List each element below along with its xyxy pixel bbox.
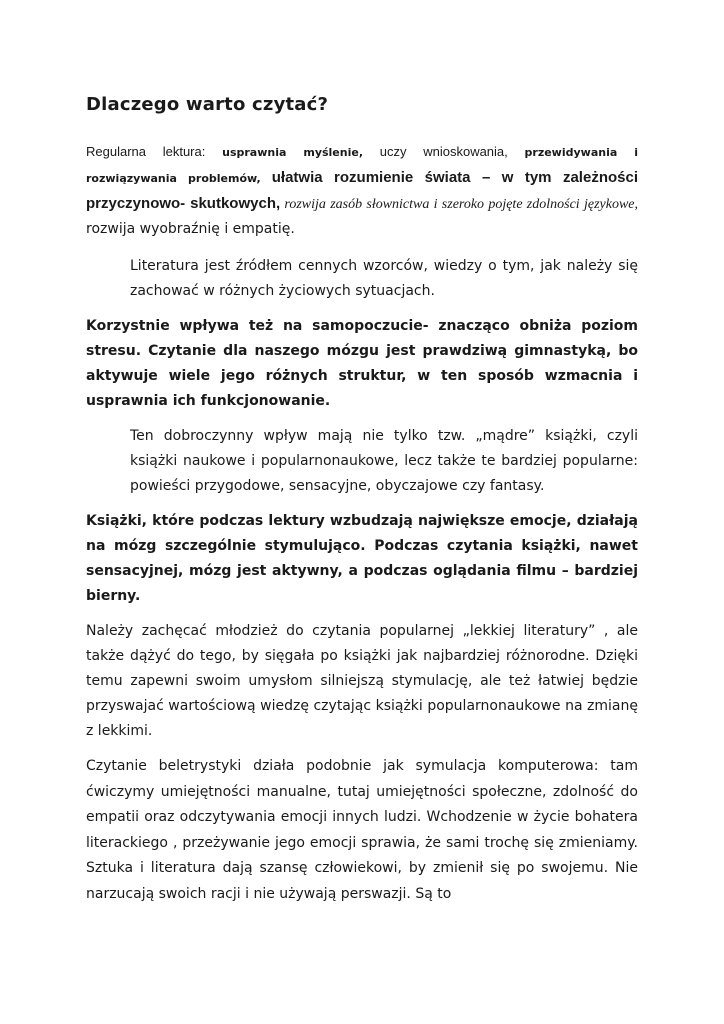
- bold-paragraph-2: Książki, które podczas lektury wzbudzają największe emocje, działają na mózg szczególnie stymulująco. Podczas czytania książki, nawet sensacyjnej, mózg jest aktywny, a podczas oglądania filmu – bardziej bierny.: [86, 513, 638, 604]
- intro-text-regular: Regularna lektura:: [86, 144, 223, 159]
- intro-paragraph: [86, 139, 638, 242]
- indented-paragraph-1: Literatura jest źródłem cennych wzorców, wiedzy o tym, jak należy się zachować w różnych życiowych sytuacjach.: [130, 258, 638, 299]
- intro-text-italic: rozwija zasób słownictwa i szeroko pojęte zdolności językowe,: [280, 197, 639, 212]
- intro-text-bold-small-2: przewidywania i rozwiązywania problemów,: [86, 146, 638, 185]
- indented-paragraph-2: Ten dobroczynny wpływ mają nie tylko tzw. „mądre” książki, czyli książki naukowe i popularnonaukowe, lecz także te bardziej popularne: powieści przygodowe, sensacyjne, obyczajowe czy fantasy.: [130, 428, 638, 494]
- paragraph-4: Czytanie beletrystyki działa podobnie jak symulacja komputerowa: tam ćwiczymy umiejętności manualne, tutaj umiejętności społeczne, zdolność do empatii oraz odczytywania emocji innych ludzi. Wchodzenie w życie bohatera literackiego , przeżywanie jego emocji sprawia, że sami trochę się zmieniamy. Sztuka i literatura dają szansę człowiekowi, by zmienił się po swojemu. Nie narzucają swoich racji i nie używają perswazji. Są to: [86, 758, 638, 902]
- intro-text-regular-2: uczy wnioskowania,: [363, 144, 525, 159]
- intro-text-bold-small: usprawnia myślenie,: [222, 146, 364, 159]
- intro-text-plain: rozwija wyobraźnię i empatię.: [86, 221, 295, 237]
- document-title: Dlaczego warto czytać?: [86, 94, 329, 115]
- paragraph-3: Należy zachęcać młodzież do czytania popularnej „lekkiej literatury” , ale także dążyć do tego, by sięgała po książki jak najbardziej różnorodne. Dzięki temu zapewni swoim umysłom silniejszą stymulację, ale też łatwiej będzie przyswajać wartościową wiedzę czytając książki popularnonaukowe na zmianę z lekkimi.: [86, 623, 638, 739]
- bold-paragraph-1: Korzystnie wpływa też na samopoczucie- znacząco obniża poziom stresu. Czytanie dla naszego mózgu jest prawdziwą gimnastyką, bo aktywuje wiele jego różnych struktur, w ten sposób wzmacnia i usprawnia ich funkcjonowanie.: [86, 318, 638, 409]
- intro-text-bold-large: ułatwia rozumienie świata – w tym zależności przyczynowo- skutkowych,: [86, 169, 638, 212]
